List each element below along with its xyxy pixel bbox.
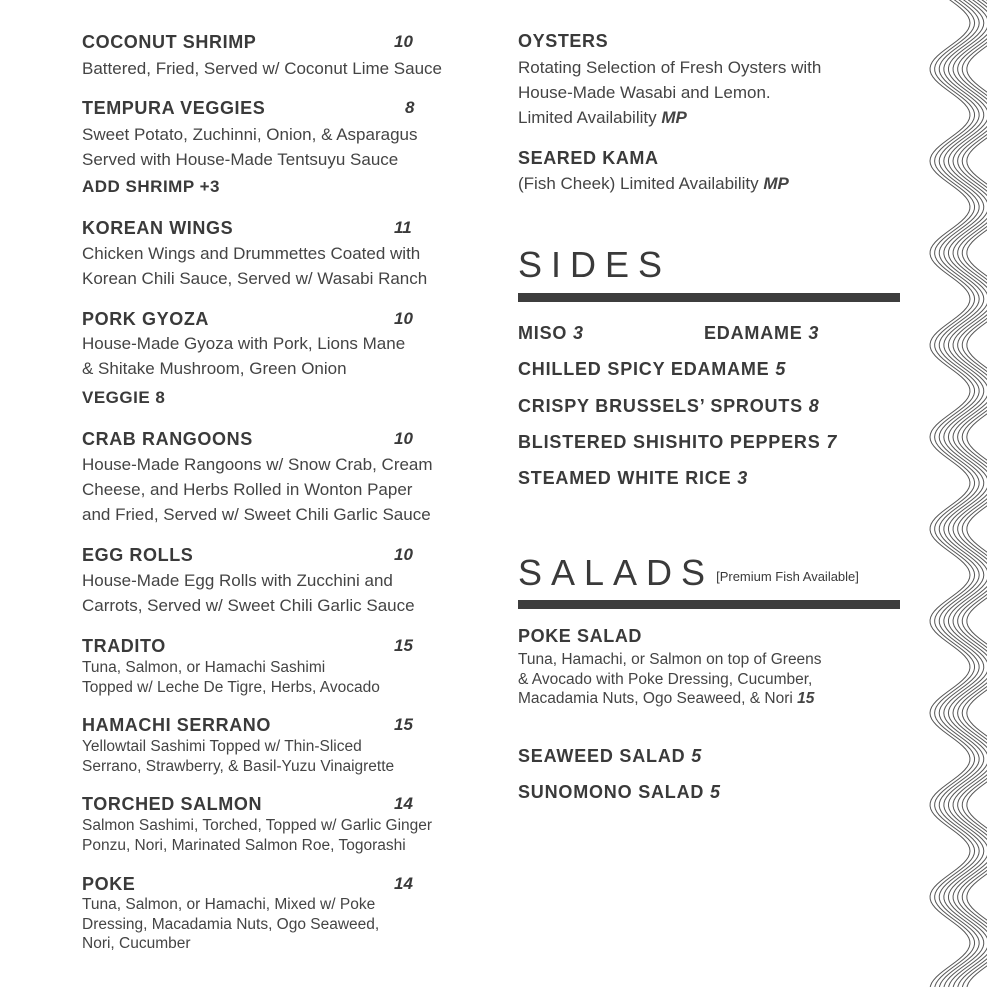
item-description: Tuna, Salmon, or Hamachi, Mixed w/ Poke Dressing, Macadamia Nuts, Ogo Seaweed, Nori, Cucumber (82, 896, 380, 952)
side-item-blistered-shishito-peppers: BLISTERED SHISHITO PEPPERS 7 (518, 432, 838, 452)
item-description: Tuna, Salmon, or Hamachi Sashimi Topped w/ Leche De Tigre, Herbs, Avocado (82, 659, 380, 696)
item-name: POKE SALAD (518, 626, 643, 646)
sides-divider (518, 293, 900, 302)
item-name: COCONUT SHRIMP (82, 32, 257, 52)
item-description: Tuna, Hamachi, or Salmon on top of Greens & Avocado with Poke Dressing, Cucumber, Macadamia Nuts, Ogo Seaweed, & Nori 15 (518, 651, 822, 707)
item-price: MP (661, 108, 687, 127)
salads-heading: SALADS [Premium Fish Available] (518, 552, 859, 593)
item-name: SEARED KAMA (518, 148, 659, 168)
item-description: House-Made Gyoza with Pork, Lions Mane & Shitake Mushroom, Green Onion (82, 334, 406, 378)
wave-line (935, 0, 975, 987)
item-addon: VEGGIE 8 (82, 388, 166, 407)
item-description: Sweet Potato, Zuchinni, Onion, & Asparagus Served with House-Made Tentsuyu Sauce (82, 125, 418, 169)
item-name: TEMPURA VEGGIES (82, 98, 266, 118)
side-item-crispy-brussels-sprouts: CRISPY BRUSSELS’ SPROUTS 8 (518, 396, 820, 416)
item-price: 11 (394, 218, 412, 237)
item-price: 15 (394, 715, 413, 734)
item-price: 14 (394, 794, 413, 813)
item-description: House-Made Rangoons w/ Snow Crab, Cream Cheese, and Herbs Rolled in Wonton Paper and Fried, Served w/ Sweet Chili Garlic Sauce (82, 455, 433, 524)
item-price: MP (763, 174, 789, 193)
item-price: 14 (394, 874, 413, 893)
item-price: 8 (405, 98, 415, 117)
item-name: KOREAN WINGS (82, 218, 234, 238)
side-item-chilled-spicy-edamame: CHILLED SPICY EDAMAME 5 (518, 359, 787, 379)
item-price: 10 (394, 32, 413, 51)
item-name: POKE (82, 874, 136, 894)
item-price: 10 (394, 545, 413, 564)
salads-divider (518, 600, 900, 609)
item-name: HAMACHI SERRANO (82, 715, 271, 735)
item-name: PORK GYOZA (82, 309, 210, 329)
item-addon: ADD SHRIMP +3 (82, 177, 220, 196)
salad-item-seaweed-salad: SEAWEED SALAD 5 (518, 746, 703, 766)
item-description: Battered, Fried, Served w/ Coconut Lime Sauce (82, 59, 443, 78)
item-name: CRAB RANGOONS (82, 429, 253, 449)
wave-line (939, 0, 979, 987)
item-description: Chicken Wings and Drummettes Coated with Korean Chili Sauce, Served w/ Wasabi Ranch (82, 244, 428, 288)
item-name: EGG ROLLS (82, 545, 194, 565)
item-description: House-Made Egg Rolls with Zucchini and Carrots, Served w/ Sweet Chili Garlic Sauce (82, 571, 415, 615)
item-description: Yellowtail Sashimi Topped w/ Thin-Sliced Serrano, Strawberry, & Basil-Yuzu Vinaigrette (82, 738, 395, 775)
item-name: OYSTERS (518, 31, 609, 51)
item-description: Salmon Sashimi, Torched, Topped w/ Garlic Ginger Ponzu, Nori, Marinated Salmon Roe, Togorashi (82, 817, 433, 854)
wave-line (930, 0, 970, 987)
item-price: 10 (394, 309, 413, 328)
sides-heading: SIDES (518, 244, 672, 285)
item-price: 10 (394, 429, 413, 448)
item-price: 15 (797, 690, 815, 707)
item-name: TRADITO (82, 636, 166, 656)
item-description: Rotating Selection of Fresh Oysters with House-Made Wasabi and Lemon. Limited Availability MP (518, 58, 822, 127)
side-item-edamame: EDAMAME 3 (704, 323, 820, 343)
side-item-miso: MISO 3 (518, 323, 584, 343)
decorative-wave-border (920, 0, 987, 987)
side-item-steamed-white-rice: STEAMED WHITE RICE 3 (518, 468, 749, 488)
item-description: (Fish Cheek) Limited Availability MP (518, 174, 789, 193)
item-price: 15 (394, 636, 413, 655)
salads-note: [Premium Fish Available] (716, 569, 859, 584)
salad-item-sunomono-salad: SUNOMONO SALAD 5 (518, 782, 721, 802)
item-name: TORCHED SALMON (82, 794, 263, 814)
wave-lines-graphic (920, 0, 987, 987)
